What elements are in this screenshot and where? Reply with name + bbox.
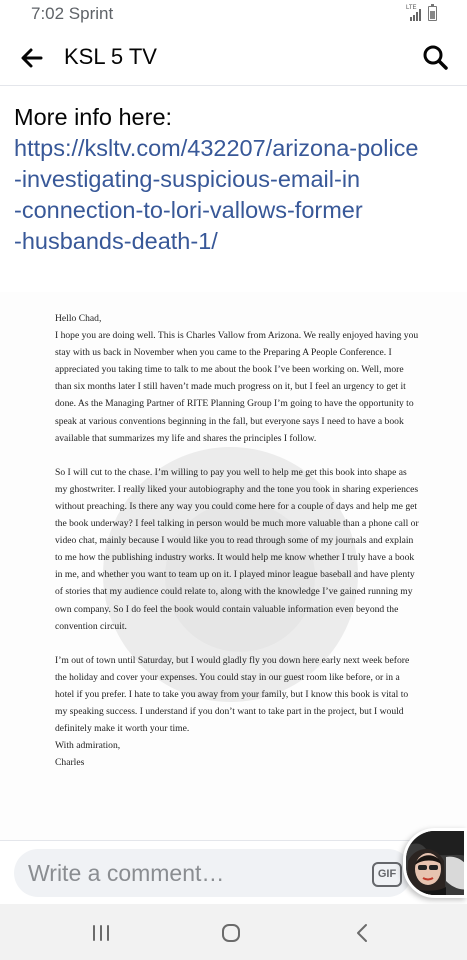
back-chevron-icon xyxy=(347,918,377,948)
arrow-left-icon xyxy=(14,40,50,76)
gif-button[interactable]: GIF xyxy=(372,862,402,887)
network-label: LTE xyxy=(406,5,417,11)
page-title: KSL 5 TV xyxy=(64,44,157,69)
signal-icon xyxy=(406,7,422,21)
recents-icon xyxy=(86,918,116,948)
letter-closing: With admiration, xyxy=(55,740,121,752)
article-link[interactable] xyxy=(14,133,454,257)
letter-body xyxy=(55,310,420,771)
letter-paragraph: I hope you are doing well. This is Charles Vallow from Arizona. We really enjoyed having you stay with us back in November when you came to the Preparing A People Conference. I appreciated you taking time to talk to me about the book I’ve been working on. Well, more than six months later I still haven’t made much progress on it, but I feel an urgency to get it done. As the Managing Partner of RITE Planning Group I’m going to have the opportunity to speak at various conventions beginning in the fall, but everyone says I need to have a book available that summarizes my life and shares the principles I follow. xyxy=(55,330,419,444)
letter-greeting: Hello Chad, xyxy=(55,313,102,324)
letter-signature: Charles xyxy=(55,757,85,769)
search-icon xyxy=(418,40,454,76)
home-icon xyxy=(216,918,246,948)
back-button[interactable] xyxy=(14,40,50,76)
comment-input[interactable] xyxy=(14,849,412,897)
article-link-line: -husbands-death-1/ xyxy=(14,228,218,254)
comment-placeholder: Write a comment… xyxy=(28,860,225,886)
letter-paragraph: So I will cut to the chase. I’m willing to pay you well to help me get this book into shape as my ghostwriter. I really liked your autobiography and the tone you took in sharing experiences without preaching. Is there any way you could come here for a couple of days and help me get the book underway? I feel talking in person would be much more valuable than a phone call or video chat, mainly because I would like you to read through some of my journals and explain to me how the publishing industry works. It would help me know whether I truly have a book in me, and whether you want to team up on it. I played minor league baseball and have plenty of stories that my audience could relate to, along with the knowledge I’ve gained running my own company. So I do feel the book would contain valuable information even beyond the convention circuit. xyxy=(55,466,419,632)
search-button[interactable] xyxy=(418,40,454,76)
post-text xyxy=(14,102,454,257)
system-back-button[interactable] xyxy=(347,918,377,948)
recents-button[interactable] xyxy=(86,918,116,948)
battery-icon xyxy=(428,6,437,21)
letter-paragraph: I’m out of town until Saturday, but I would gladly fly you down here early next week before the holiday and cover your expenses. You could stay in our guest room like before, or in a hotel if you prefer. I hate to take you away from your family, but I know this book is vital to my speaking success. I understand if you don’t want to take part in the project, but I would definitely make it worth your time. xyxy=(55,654,410,735)
post-label: More info here: xyxy=(14,104,173,130)
article-link-line: -connection-to-lori-vallows-former xyxy=(14,197,363,223)
article-link-line: https://ksltv.com/432207/arizona-police xyxy=(14,135,419,161)
avatar-photo xyxy=(406,831,467,898)
home-button[interactable] xyxy=(216,918,246,948)
system-nav-bar xyxy=(0,904,467,960)
comment-bar xyxy=(0,840,467,904)
status-time-carrier: 7:02 Sprint xyxy=(31,4,114,23)
letter-image[interactable] xyxy=(0,292,467,840)
article-link-line: -investigating-suspicious-email-in xyxy=(14,166,361,192)
chat-head-avatar[interactable] xyxy=(403,828,467,898)
app-header xyxy=(0,30,467,86)
status-bar xyxy=(0,0,467,30)
